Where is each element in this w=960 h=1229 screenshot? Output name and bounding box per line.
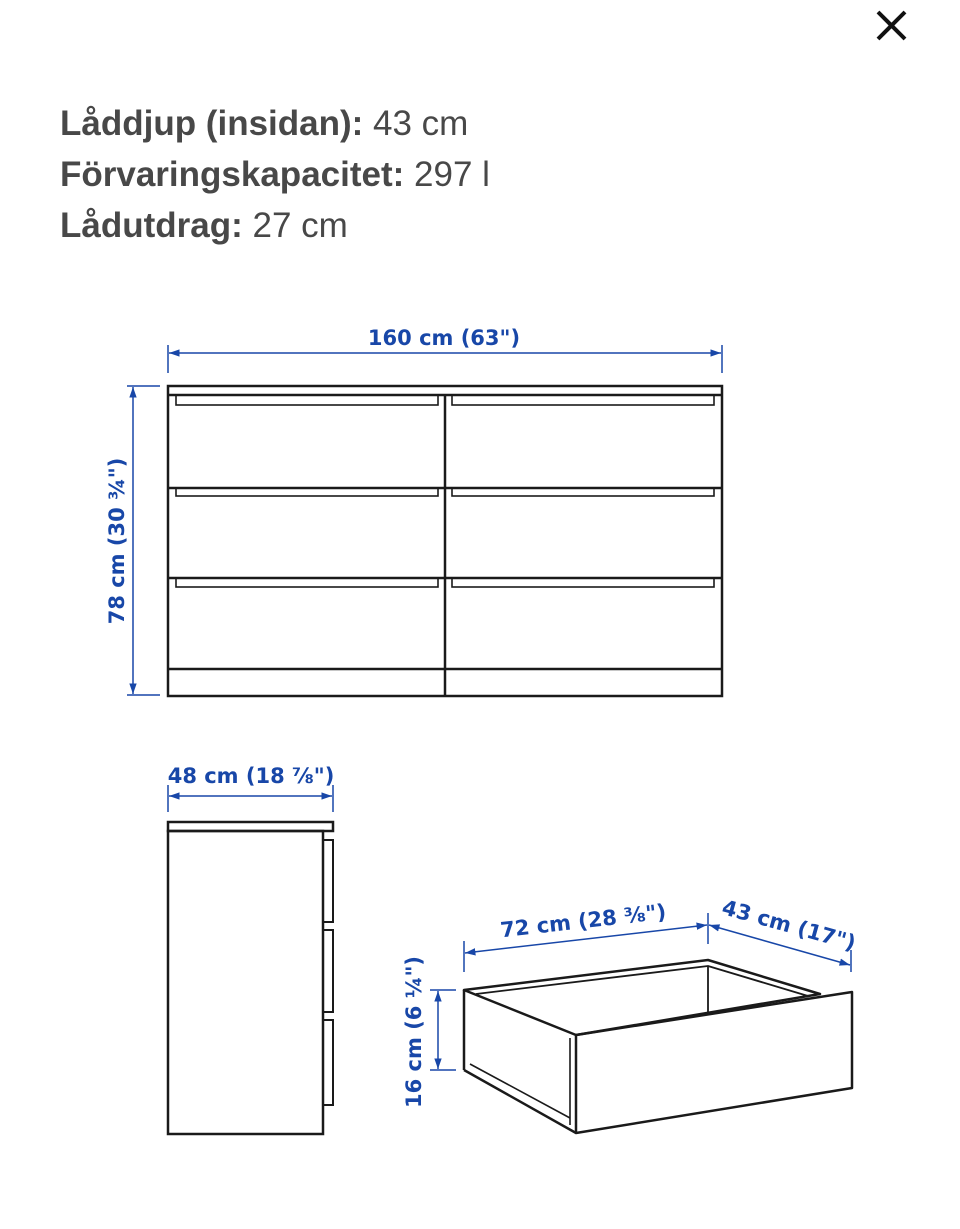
front-view-drawing xyxy=(105,326,722,696)
depth-dimension xyxy=(168,764,335,812)
drawer-depth-label: 43 cm (17") xyxy=(719,895,859,956)
drawer-box xyxy=(464,960,852,1133)
spec-label: Förvaringskapacitet: xyxy=(60,155,405,194)
side-view-drawing xyxy=(168,764,335,1134)
drawer-drawing xyxy=(402,895,858,1133)
depth-label: 48 cm (18 ⅞") xyxy=(167,764,335,788)
drawer-width-dimension xyxy=(464,900,708,972)
height-label: 78 cm (30 ¾") xyxy=(105,457,129,625)
height-dimension xyxy=(105,386,160,695)
drawer-height-label: 16 cm (6 ¼") xyxy=(402,956,426,1108)
dresser-side xyxy=(168,822,333,1134)
width-label: 160 cm (63") xyxy=(367,326,521,350)
drawer-width-label: 72 cm (28 ⅜") xyxy=(499,899,668,943)
spec-label: Låddjup (insidan): xyxy=(60,104,364,143)
spec-value: 43 cm xyxy=(373,104,469,143)
drawer-depth-dimension xyxy=(709,895,858,972)
drawer-height-dimension xyxy=(402,956,456,1108)
dresser-front xyxy=(168,386,722,696)
spec-value: 27 cm xyxy=(252,206,348,245)
spec-value: 297 l xyxy=(414,155,490,194)
spec-label: Lådutdrag: xyxy=(60,206,243,245)
width-dimension xyxy=(168,326,722,373)
